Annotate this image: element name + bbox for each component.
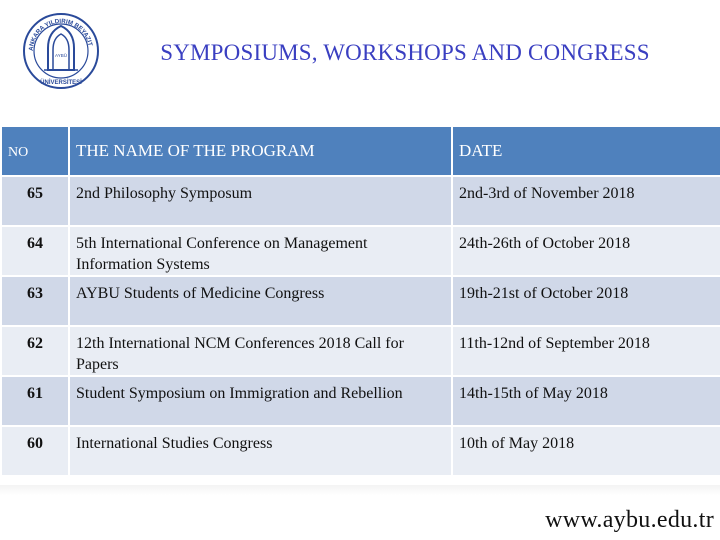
cell-date: 2nd-3rd of November 2018 [452,176,720,226]
column-header-no: NO [1,126,69,176]
footer-divider [0,485,720,495]
table-header-row [1,126,720,176]
column-header-program: THE NAME OF THE PROGRAM [69,126,452,176]
cell-no: 65 [1,176,69,226]
cell-date: 19th-21st of October 2018 [452,276,720,326]
cell-date: 24th-26th of October 2018 [452,226,720,276]
table-row [1,326,720,376]
table-row [1,376,720,426]
table-row [1,426,720,476]
table-row [1,226,720,276]
cell-program-name: 5th International Conference on Management Information Systems [69,226,452,276]
cell-program-name: 12th International NCM Conferences 2018 Call for Papers [69,326,452,376]
cell-no: 63 [1,276,69,326]
cell-date: 11th-12nd of September 2018 [452,326,720,376]
cell-no: 62 [1,326,69,376]
svg-text:ÜNİVERSİTESİ: ÜNİVERSİTESİ [40,80,82,86]
cell-no: 64 [1,226,69,276]
table-row [1,276,720,326]
cell-program-name: Student Symposium on Immigration and Rebellion [69,376,452,426]
programs-table [0,125,720,477]
cell-program-name: AYBU Students of Medicine Congress [69,276,452,326]
cell-date: 10th of May 2018 [452,426,720,476]
page-title: SYMPOSIUMS, WORKSHOPS AND CONGRESS [160,40,650,65]
cell-date: 14th-15th of May 2018 [452,376,720,426]
cell-program-name: International Studies Congress [69,426,452,476]
svg-text:ANKARA YILDIRIM BEYAZIT: ANKARA YILDIRIM BEYAZIT [27,17,94,52]
table-row [1,176,720,226]
cell-no: 60 [1,426,69,476]
university-seal-logo [22,12,100,90]
cell-no: 61 [1,376,69,426]
website-url: www.aybu.edu.tr [545,507,714,533]
column-header-date: DATE [452,126,720,176]
cell-program-name: 2nd Philosophy Symposum [69,176,452,226]
svg-text:AYBÜ: AYBÜ [55,53,67,58]
